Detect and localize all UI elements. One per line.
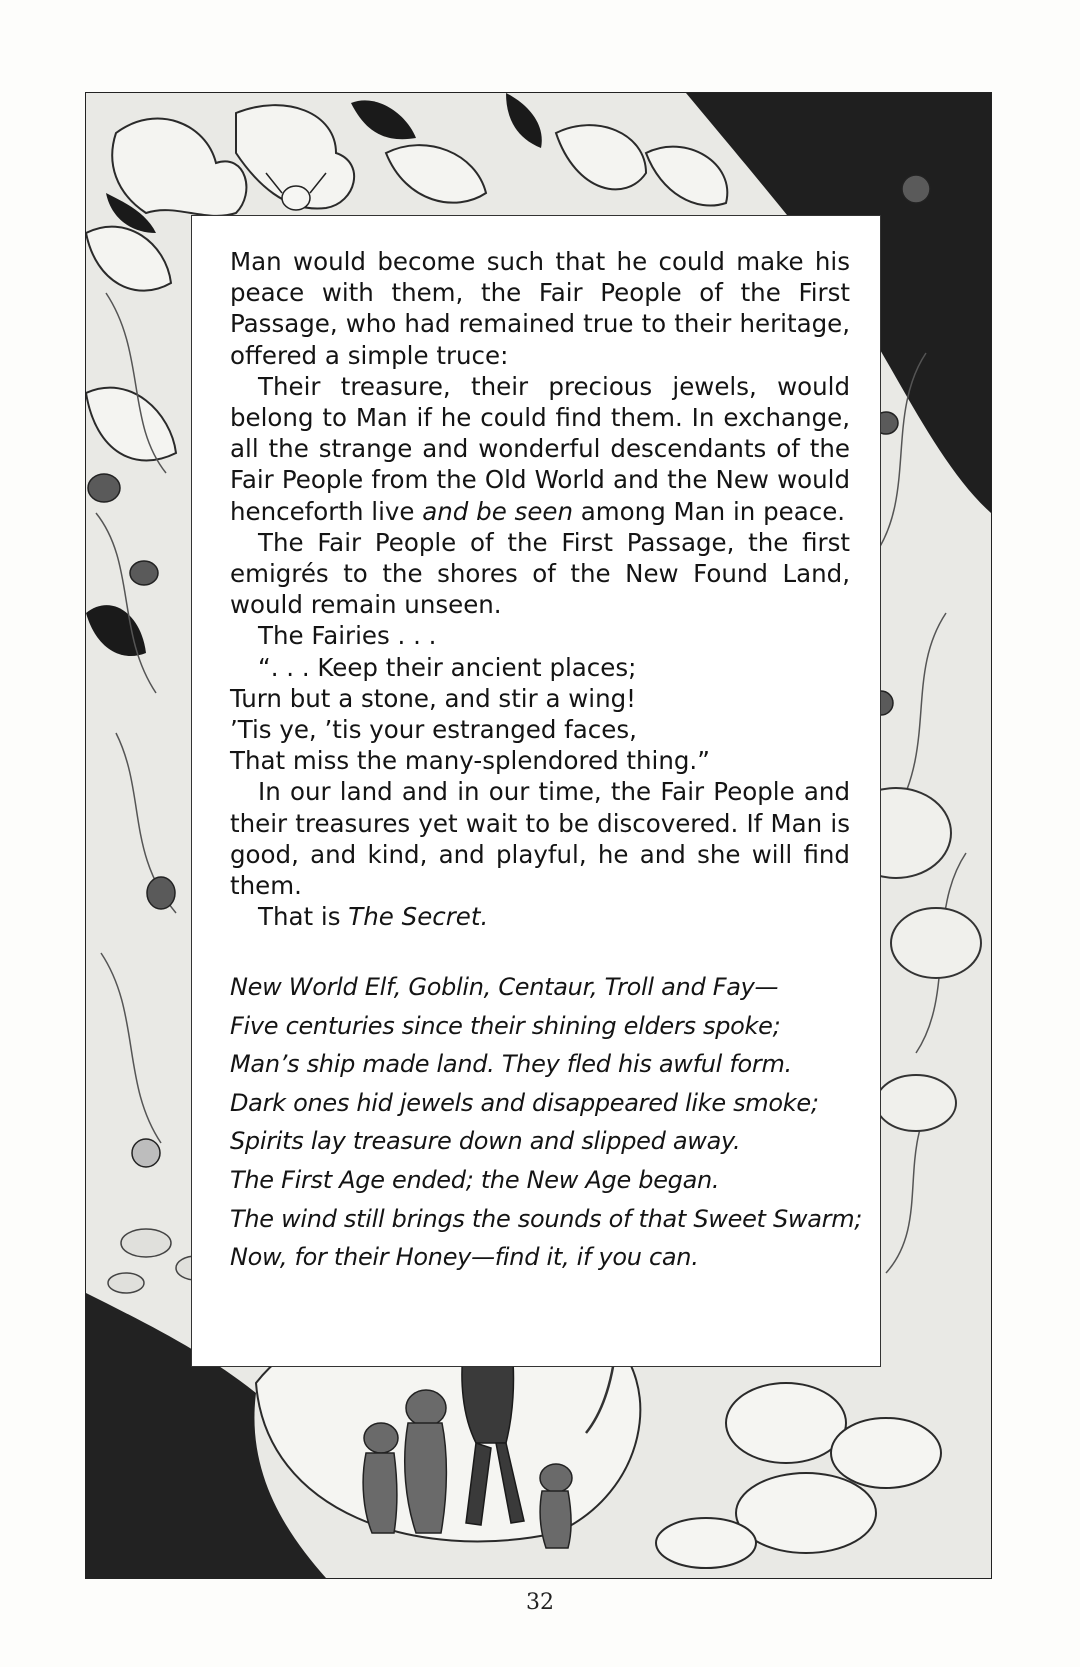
paragraph-treasure bbox=[230, 371, 850, 527]
verse-line: ’Tis ye, ’tis your estranged faces, bbox=[230, 715, 637, 745]
poem-line: Spirits lay treasure down and slipped away. bbox=[230, 1127, 741, 1156]
poem-line: New World Elf, Goblin, Centaur, Troll and Fay— bbox=[230, 973, 779, 1001]
text-panel bbox=[191, 215, 881, 1367]
verse-line: Turn but a stone, and stir a wing! bbox=[230, 683, 637, 713]
poem-line: Dark ones hid jewels and disappeared like smoke; bbox=[230, 1088, 819, 1117]
poem-line: Now, for their Honey—find it, if you can. bbox=[230, 1243, 699, 1272]
paragraph-the-secret bbox=[230, 901, 850, 932]
verse-line: “. . . Keep their ancient places; bbox=[258, 652, 637, 682]
paragraph-the-fairies: The Fairies . . . bbox=[258, 621, 437, 651]
paragraph-our-land: In our land and in our time, the Fair People and their treasures yet wait to be discovered. If Man is good, and kind, and playful, he and she will find them. bbox=[230, 777, 850, 901]
poem-line: The wind still brings the sounds of that Sweet Swarm; bbox=[230, 1204, 863, 1233]
poem-line: The First Age ended; the New Age began. bbox=[230, 1165, 720, 1194]
paragraph-treasure-end: among Man in peace. bbox=[580, 496, 846, 526]
paragraph-first-passage: The Fair People of the First Passage, the first emigrés to the shores of the New Found Land, would remain unseen. bbox=[230, 527, 850, 620]
emphasis-the-secret: The Secret. bbox=[348, 902, 489, 932]
poem-line: Five centuries since their shining elders spoke; bbox=[230, 1011, 781, 1040]
italic-poem bbox=[230, 968, 870, 1277]
the-secret-lead: That is bbox=[258, 902, 341, 932]
paragraph-truce: Man would become such that he could make his peace with them, the Fair People of the First Passage, who had remained true to their heritage, offered a simple truce: bbox=[230, 247, 850, 370]
page-number: 32 bbox=[526, 1590, 554, 1615]
prose-block bbox=[230, 246, 850, 932]
poem-line: Man’s ship made land. They fled his awful form. bbox=[230, 1050, 792, 1079]
verse-line: That miss the many-splendored thing.” bbox=[230, 746, 710, 776]
emphasis-and-be-seen: and be seen bbox=[422, 496, 573, 526]
paragraph-treasure-text: Their treasure, their precious jewels, would belong to Man if he could find them. In exchange, all the strange and wonderful descendants of the Fair People from the Old World and the New would henceforth live bbox=[230, 371, 850, 526]
